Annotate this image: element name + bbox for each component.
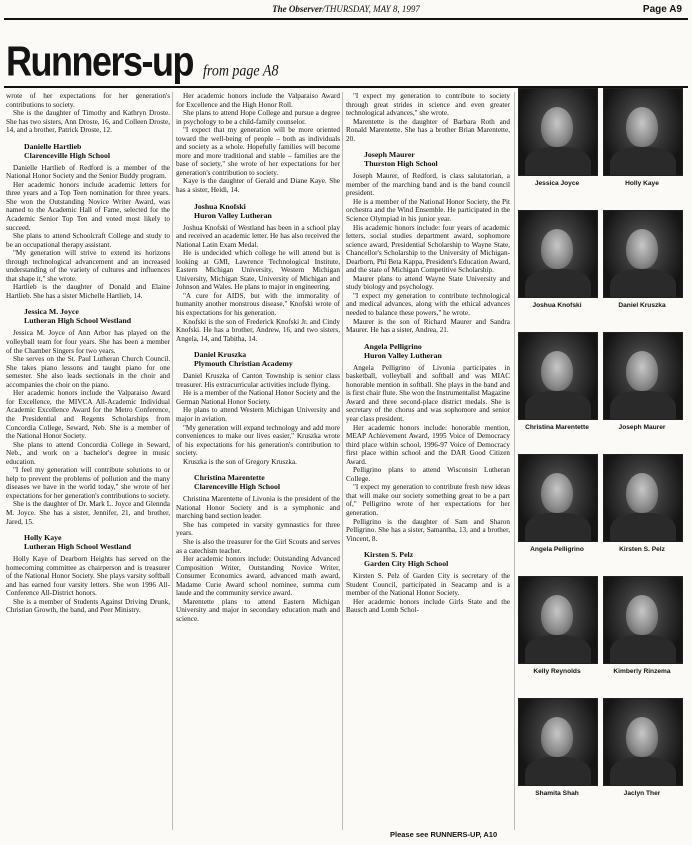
student-photo (518, 698, 598, 786)
student-name: Kirsten S. Pelz (364, 550, 414, 560)
paragraph: Joseph Maurer, of Redford, is class salutatorian, a member of the marching band and is the band council president. (346, 172, 510, 198)
student-photo (603, 576, 683, 664)
photo-face (541, 473, 573, 513)
photo-face (541, 595, 573, 635)
photo-shoulders (610, 269, 676, 298)
photo-caption: Jaclyn Ther (623, 790, 661, 797)
student-name: Joseph Maurer (364, 150, 415, 160)
student-school: Plymouth Christian Academy (194, 359, 293, 369)
paragraph: Pelligrino plans to attend Wisconsin Lutheran College. (346, 466, 510, 483)
student-name: Jessica M. Joyce (24, 307, 79, 317)
photo-caption: Kimberly Rinzema (613, 668, 671, 675)
article-column-2 (176, 92, 340, 623)
student-name: Holly Kaye (24, 533, 62, 543)
photo-shoulders (525, 147, 591, 176)
paragraph: Her academic honors include the Valparaiso Award for Excellence and the High Honor Roll. (176, 92, 340, 109)
photo-face (541, 107, 573, 147)
student-school: Lutheran High School Westland (24, 542, 132, 552)
photo-caption: Kirsten S. Pelz (619, 546, 665, 553)
paragraph: wrote of her expectations for her generation's contributions to society. (6, 92, 170, 109)
student-school: Garden City High School (364, 559, 449, 569)
paragraph: "I expect that my generation will be more oriented toward the well-being of people – both as individuals and society as a whole. Hopefully families will become more and more traditional and stable – families are the base of society," she wrote of her expectations for her generation's contribution to society. (176, 126, 340, 177)
photo-face (626, 595, 658, 635)
photo-face (541, 351, 573, 391)
photo-face (541, 717, 573, 757)
student-photo (518, 576, 598, 664)
student-photo (518, 454, 598, 542)
paragraph: Kirsten S. Pelz of Garden City is secretary of the Student Council, participated in Seacamp and is a member of the National Honor Society. (346, 572, 510, 598)
paragraph: Her academic honors include: honorable mention, MEAP Achievement Award, 1995 Voice of Democracy third place within school, 1996-97 Voice of Democracy first place within school and the DAR Good Citizen Award. (346, 423, 510, 466)
paragraph: Jessica M. Joyce of Ann Arbor has played on the volleyball team for four years. She has been a member of the Chamber Singers for two years. (6, 329, 170, 355)
paragraph: "My generation will expand technology and add more conveniences to make our lives easier," Kruszka wrote of his expectations for his generation's contribution to society. (176, 423, 340, 458)
paragraph: He is undecided which college he will attend but is looking at GMI, Lawrence Technological Institute, Eastern Michigan University, Western Michigan University, Michigan State, University of Michigan and Johnson and Wales. He plans to major in engineering. (176, 249, 340, 292)
student-photo (603, 88, 683, 176)
student-school: Clarenceville High School (24, 150, 111, 160)
paragraph: He is a member of the National Honor Society and the German National Honor Society. (176, 389, 340, 406)
paragraph: Maurer is the son of Richard Maurer and Sandra Maurer. He has a sister, Andrea, 21. (346, 317, 510, 335)
photo-shoulders (610, 635, 676, 664)
student-name: Angela Pelligrino (364, 341, 422, 351)
student-name: Christina Marentette (194, 473, 265, 483)
student-school: Lutheran High School Westland (24, 316, 132, 326)
photo-face (626, 229, 658, 269)
photo-caption: Holly Kaye (625, 180, 659, 187)
paragraph: Knofski is the son of Frederick Knofski Jr. and Cindy Knofski. He has a brother, Andrew, 16, and two sisters, Angela, 14, and Tabitha, 14. (176, 317, 340, 343)
paragraph: "I expect my generation to contribute fresh new ideas that will make our society something great to be a part of," Pelligrino wrote of her expectations for her generation. (346, 483, 510, 517)
student-name: Daniel Kruszka (194, 350, 247, 360)
paragraph: She plans to attend Concordia College in Seward, Neb., and work on a bachelor's degree in music education. (6, 440, 170, 466)
paragraph: She plans to attend Hope College and pursue a degree in psychology to be a child-family counselor. (176, 109, 340, 126)
photo-face (626, 717, 658, 757)
paragraph: Maurer plans to attend Wayne State University and study biology and psychology. (346, 274, 510, 292)
student-photo (603, 210, 683, 298)
paragraph: His academic honors include: four years of academic letters, social studies department award, sophomore science award, Presidential Scholarship to Wayne State, Chancellor's Scholarship to the University of Michigan-Dearborn, Phi Beta Kappa, President's Education Award, and the state of Michigan Competitive Scholarship. (346, 223, 510, 275)
paragraph: Her academic honors include Girls State and the Bausch and Lomb Schol- (346, 597, 510, 615)
student-heading (346, 150, 510, 168)
paragraph: "My generation will strive to extend its horizons through technological advancement and an increased understanding of the variety of cultures and influences that shape it," she wrote. (6, 249, 170, 283)
student-school: Huron Valley Lutheran (194, 210, 272, 220)
paragraph: She serves on the St. Paul Lutheran Church Council. She takes piano lessons and taught piano for one semester. She also leads sectionals in the choir and accompanies the choir on the piano. (6, 355, 170, 389)
photo-face (626, 473, 658, 513)
student-heading (6, 307, 170, 325)
student-heading (346, 342, 510, 360)
paragraph: Kaye is the daughter of Gerald and Diane Kaye. She has a sister, Heidi, 14. (176, 177, 340, 195)
header-rule (4, 18, 688, 20)
paragraph: Danielle Hartlieb of Redford is a member of the National Honor Society and the Senior Buddy program. (6, 163, 170, 181)
student-photo (518, 332, 598, 420)
student-heading (176, 202, 340, 220)
paragraph: Marentette is the daughter of Barbara Roth and Ronald Marentette. She has a brother Brian Marentette, 20. (346, 117, 510, 143)
photo-shoulders (610, 513, 676, 542)
paragraph: Daniel Kruszka of Canton Township is senior class treasurer. His extracurricular activities include flying. (176, 372, 340, 389)
student-photo (603, 698, 683, 786)
photo-shoulders (525, 269, 591, 298)
photo-shoulders (610, 757, 676, 786)
photo-caption: Joshua Knofski (532, 302, 582, 309)
photo-shoulders (610, 391, 676, 420)
paragraph: "I expect my generation to contribute to society through great strides in science and even greater technological advances," she wrote. (346, 92, 510, 118)
paragraph: Marentette plans to attend Eastern Michigan University and major in secondary education math and science. (176, 597, 340, 623)
paragraph: She is the daughter of Dr. Mark L. Joyce and Glennda M. Joyce. She has a sister, Jennifer, 21, and brother, Jared, 15. (6, 500, 170, 526)
student-school: Thurston High School (364, 159, 438, 169)
column-divider (342, 92, 343, 830)
student-heading (176, 473, 340, 491)
paragraph: She is also the treasurer for the Girl Scouts and serves as a catechism teacher. (176, 537, 340, 555)
paragraph: Kruszka is the son of Gregory Kruszka. (183, 457, 297, 466)
paragraph: Holly Kaye of Dearborn Heights has served on the homecoming committee as chairperson and is treasurer of the National Honor Society. She plays varsity softball and has earned four varsity letters. She won 1996 All-Conference All-District honors. (6, 555, 170, 598)
student-photo (518, 88, 598, 176)
paragraph: He plans to attend Western Michigan University and major in aviation. (176, 406, 340, 423)
paragraph: Joshua Knofski of Westland has been in a school play and received an academic letter. He has also received the National Latin Exam Medal. (176, 223, 340, 249)
student-school: Huron Valley Lutheran (364, 350, 442, 360)
paragraph: He is a member of the National Honor Society, the Pit orchestra and the Wind Ensemble. He participated in the Science Olympiad in his junior year. (346, 197, 510, 224)
jump-label: from page A8 (203, 63, 279, 81)
student-name: Danielle Hartlieb (24, 141, 82, 151)
student-heading (6, 533, 170, 551)
photo-face (626, 107, 658, 147)
paragraph: Pelligrino is the daughter of Sam and Sharon Pelligrino. She has a sister, Samantha, 13, and a brother, Vincent, 8. (346, 517, 510, 543)
article-column-3 (346, 92, 510, 615)
photo-face (626, 351, 658, 391)
student-heading (6, 142, 170, 160)
headline: Runners-up (6, 37, 193, 85)
paragraph: She plans to attend Schoolcraft College and study to be an occupational therapy assistant. (6, 232, 170, 249)
column-divider (172, 92, 173, 830)
photo-shoulders (610, 147, 676, 176)
photo-caption: Joseph Maurer (618, 424, 666, 431)
photo-shoulders (525, 513, 591, 542)
article-column-1 (6, 92, 170, 615)
student-photo (518, 210, 598, 298)
paragraph: Hartlieb is the daughter of Donald and Elaine Hartlieb. She has a sister Michelle Hartlieb, 14. (6, 283, 170, 300)
paragraph: Her academic honors include: Outstanding Advanced Composition Writer, Outstanding Novice Writer, Consumer Economics award, advanced math award, Madame Curie Award school nominee, summa cum laude and the community service award. (176, 555, 340, 598)
paragraph: Christina Marentette of Livonia is the president of the National Honor Society and is a symphonic and marching band section leader. (176, 495, 340, 521)
student-photo (603, 454, 683, 542)
student-name: Joshua Knofski (194, 201, 246, 211)
page-header (4, 4, 688, 18)
paragraph: "I expect my generation to contribute technological and medical advances, along with the ethical advances needed to balance these powers," he wrote. (346, 291, 510, 318)
student-photo (603, 332, 683, 420)
photo-caption: Jessica Joyce (534, 180, 580, 187)
student-heading (176, 350, 340, 368)
photo-caption: Christina Marentette (525, 424, 589, 431)
photo-caption: Shamita Shah (535, 790, 579, 797)
column-divider (514, 92, 515, 830)
photo-shoulders (525, 635, 591, 664)
paragraph: "A cure for AIDS, but with the immorality of humanity another monstrous disease," Knofski wrote of his expectations for his generation. (176, 291, 340, 318)
continued-line: Please see RUNNERS-UP, A10 (390, 830, 498, 839)
paragraph: Angela Pelligrino of Livonia participates in basketball, volleyball and softball and was MIAC honorable mention in softball. She plays in the band and is first chair flute. She won the Instrumentalist Magazine Award and three second-place district medals. She is secretary of the chorus and was sophomore and senior year class president. (346, 363, 510, 423)
paper-name: The Observer (272, 4, 323, 14)
student-heading (346, 550, 510, 568)
dateline: /THURSDAY, MAY 8, 1997 (322, 4, 420, 14)
paragraph: Her academic honors include the Valparaiso Award for Excellence, the MIVCA All-Academic Individual Academic Excellence Award for the Metro Conference, the Presidential and Regents Scholarships from Concordia College, Seward, Neb. She is a member of the National Honor Society. (6, 389, 170, 441)
photo-caption: Angela Pelligrino (530, 546, 584, 553)
student-school: Clarenceville High School (194, 482, 281, 492)
photo-shoulders (525, 757, 591, 786)
paragraph: She is the daughter of Timothy and Kathryn Droste. She has two sisters, Ann Droste, 16, and Colleen Droste, 14, and a brother, Patrick Droste, 12. (6, 109, 170, 135)
section-title (6, 37, 279, 85)
paragraph: She has competed in varsity gymnastics for three years. (176, 520, 340, 538)
photo-caption: Kelly Reynolds (533, 668, 581, 675)
paragraph: She is a member of Students Against Driving Drunk, Christian Growth, the band, and Peer Ministry. (6, 597, 170, 615)
paragraph: "I feel my generation will contribute solutions to or help to prevent the problems of pollution and the many diseases we have in the world today," she wrote of her expectations for her generation's contributions to society. (6, 466, 170, 500)
page-number: Page A9 (642, 4, 682, 15)
photo-shoulders (525, 391, 591, 420)
photo-face (541, 229, 573, 269)
photo-caption: Daniel Kruszka (618, 302, 666, 309)
paragraph: Her academic honors include academic letters for three years and a Top Teen nomination for three years. She won the Outstanding Novice Writer Award, was named to the Academic Hall of Fame, selected for the Academic Senior Top Ten and voted most likely to succeed. (6, 180, 170, 232)
